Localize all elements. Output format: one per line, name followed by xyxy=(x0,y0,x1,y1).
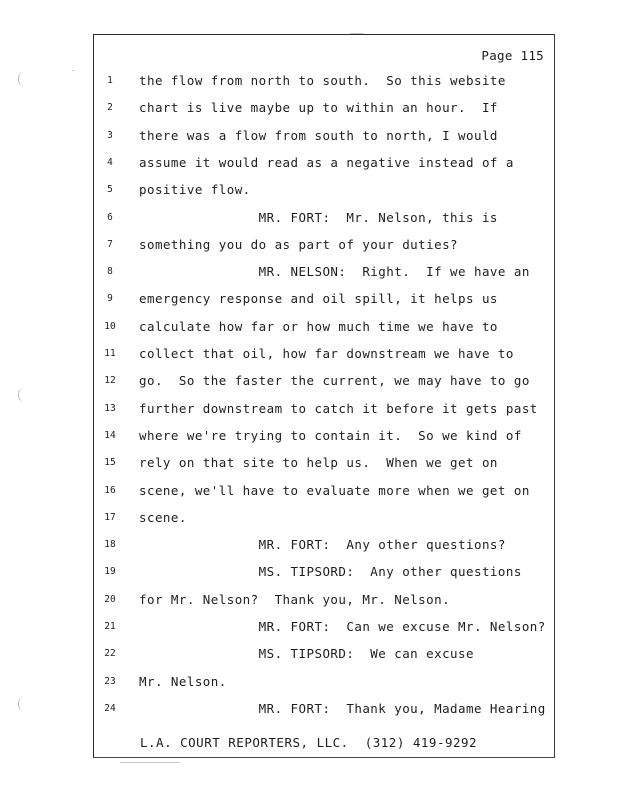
line-number: 24 xyxy=(104,702,116,714)
line-text: for Mr. Nelson? Thank you, Mr. Nelson. xyxy=(139,591,451,607)
scan-speck xyxy=(72,70,74,71)
page-number: Page 115 xyxy=(481,48,544,63)
line-text: calculate how far or how much time we have to xyxy=(139,318,498,334)
line-number: 6 xyxy=(107,211,113,223)
line-number: 12 xyxy=(104,375,116,387)
transcript-line xyxy=(94,155,554,175)
line-text: MR. FORT: Thank you, Madame Hearing xyxy=(139,700,546,716)
transcript-line xyxy=(94,674,554,694)
punch-hole-top xyxy=(18,72,29,86)
line-number: 10 xyxy=(104,320,116,332)
line-number: 11 xyxy=(104,348,116,359)
line-text: rely on that site to help us. When we get on xyxy=(139,455,498,471)
scan-speck xyxy=(120,762,180,763)
line-text: scene. xyxy=(139,509,187,525)
line-text: MR. FORT: Can we excuse Mr. Nelson? xyxy=(139,619,546,634)
transcript-line xyxy=(94,646,554,666)
line-number: 4 xyxy=(107,156,113,168)
line-text: assume it would read as a negative instead of a xyxy=(139,154,514,170)
line-text: MR. NELSON: Right. If we have an xyxy=(139,264,530,280)
line-text: Mr. Nelson. xyxy=(139,673,227,689)
transcript-line xyxy=(94,73,554,93)
transcript-line xyxy=(94,401,554,421)
line-text: further downstream to catch it before it gets past xyxy=(139,400,538,416)
transcript-line xyxy=(94,510,554,530)
transcript-line xyxy=(94,100,554,120)
line-text: collect that oil, how far downstream we have to xyxy=(139,346,514,361)
transcript-line xyxy=(94,428,554,448)
line-number: 17 xyxy=(104,511,116,523)
line-number: 18 xyxy=(104,539,116,551)
line-number: 16 xyxy=(104,484,116,496)
transcript-line xyxy=(94,237,554,257)
line-text: positive flow. xyxy=(139,182,251,198)
transcript-line xyxy=(94,455,554,475)
court-reporter-footer: L.A. COURT REPORTERS, LLC. (312) 419-9292 xyxy=(140,735,478,750)
transcript-line xyxy=(94,564,554,584)
transcript-line xyxy=(94,291,554,311)
transcript-line xyxy=(94,264,554,284)
line-number: 14 xyxy=(104,429,116,441)
line-text: the flow from north to south. So this website xyxy=(139,73,506,88)
transcript-line xyxy=(94,373,554,393)
transcript-line xyxy=(94,128,554,148)
transcript-line xyxy=(94,346,554,366)
line-text: go. So the faster the current, we may have to go xyxy=(139,373,530,389)
line-number: 5 xyxy=(107,184,113,196)
line-number: 7 xyxy=(107,238,113,250)
line-number: 8 xyxy=(107,266,113,278)
transcript-line xyxy=(94,483,554,503)
line-text: scene, we'll have to evaluate more when we get on xyxy=(139,482,530,498)
transcript-line xyxy=(94,182,554,202)
transcript-page xyxy=(93,34,555,758)
transcript-line xyxy=(94,701,554,721)
line-number: 21 xyxy=(104,621,116,632)
transcript-line xyxy=(94,619,554,639)
line-number: 9 xyxy=(107,293,113,305)
line-number: 19 xyxy=(104,566,116,578)
transcript-line xyxy=(94,592,554,612)
line-text: MR. FORT: Any other questions? xyxy=(139,537,506,553)
line-number: 3 xyxy=(107,129,113,141)
line-number: 13 xyxy=(104,402,116,414)
transcript-line xyxy=(94,319,554,339)
punch-hole-middle xyxy=(18,388,29,402)
line-text: there was a flow from south to north, I would xyxy=(139,127,498,143)
transcript-line xyxy=(94,210,554,230)
line-text: something you do as part of your duties? xyxy=(139,236,459,252)
line-number: 20 xyxy=(104,593,116,605)
punch-hole-bottom xyxy=(18,697,29,711)
line-number: 2 xyxy=(107,102,113,114)
line-text: MS. TIPSORD: We can excuse xyxy=(139,646,474,662)
line-text: MS. TIPSORD: Any other questions xyxy=(139,564,522,580)
line-number: 15 xyxy=(104,457,116,469)
line-number: 1 xyxy=(107,75,113,86)
line-number: 23 xyxy=(104,675,116,687)
line-text: MR. FORT: Mr. Nelson, this is xyxy=(139,209,498,225)
line-text: where we're trying to contain it. So we kind of xyxy=(139,427,522,443)
line-number: 22 xyxy=(104,648,116,660)
transcript-line xyxy=(94,537,554,557)
line-text: emergency response and oil spill, it helps us xyxy=(139,291,498,307)
line-text: chart is live maybe up to within an hour. If xyxy=(139,100,498,116)
